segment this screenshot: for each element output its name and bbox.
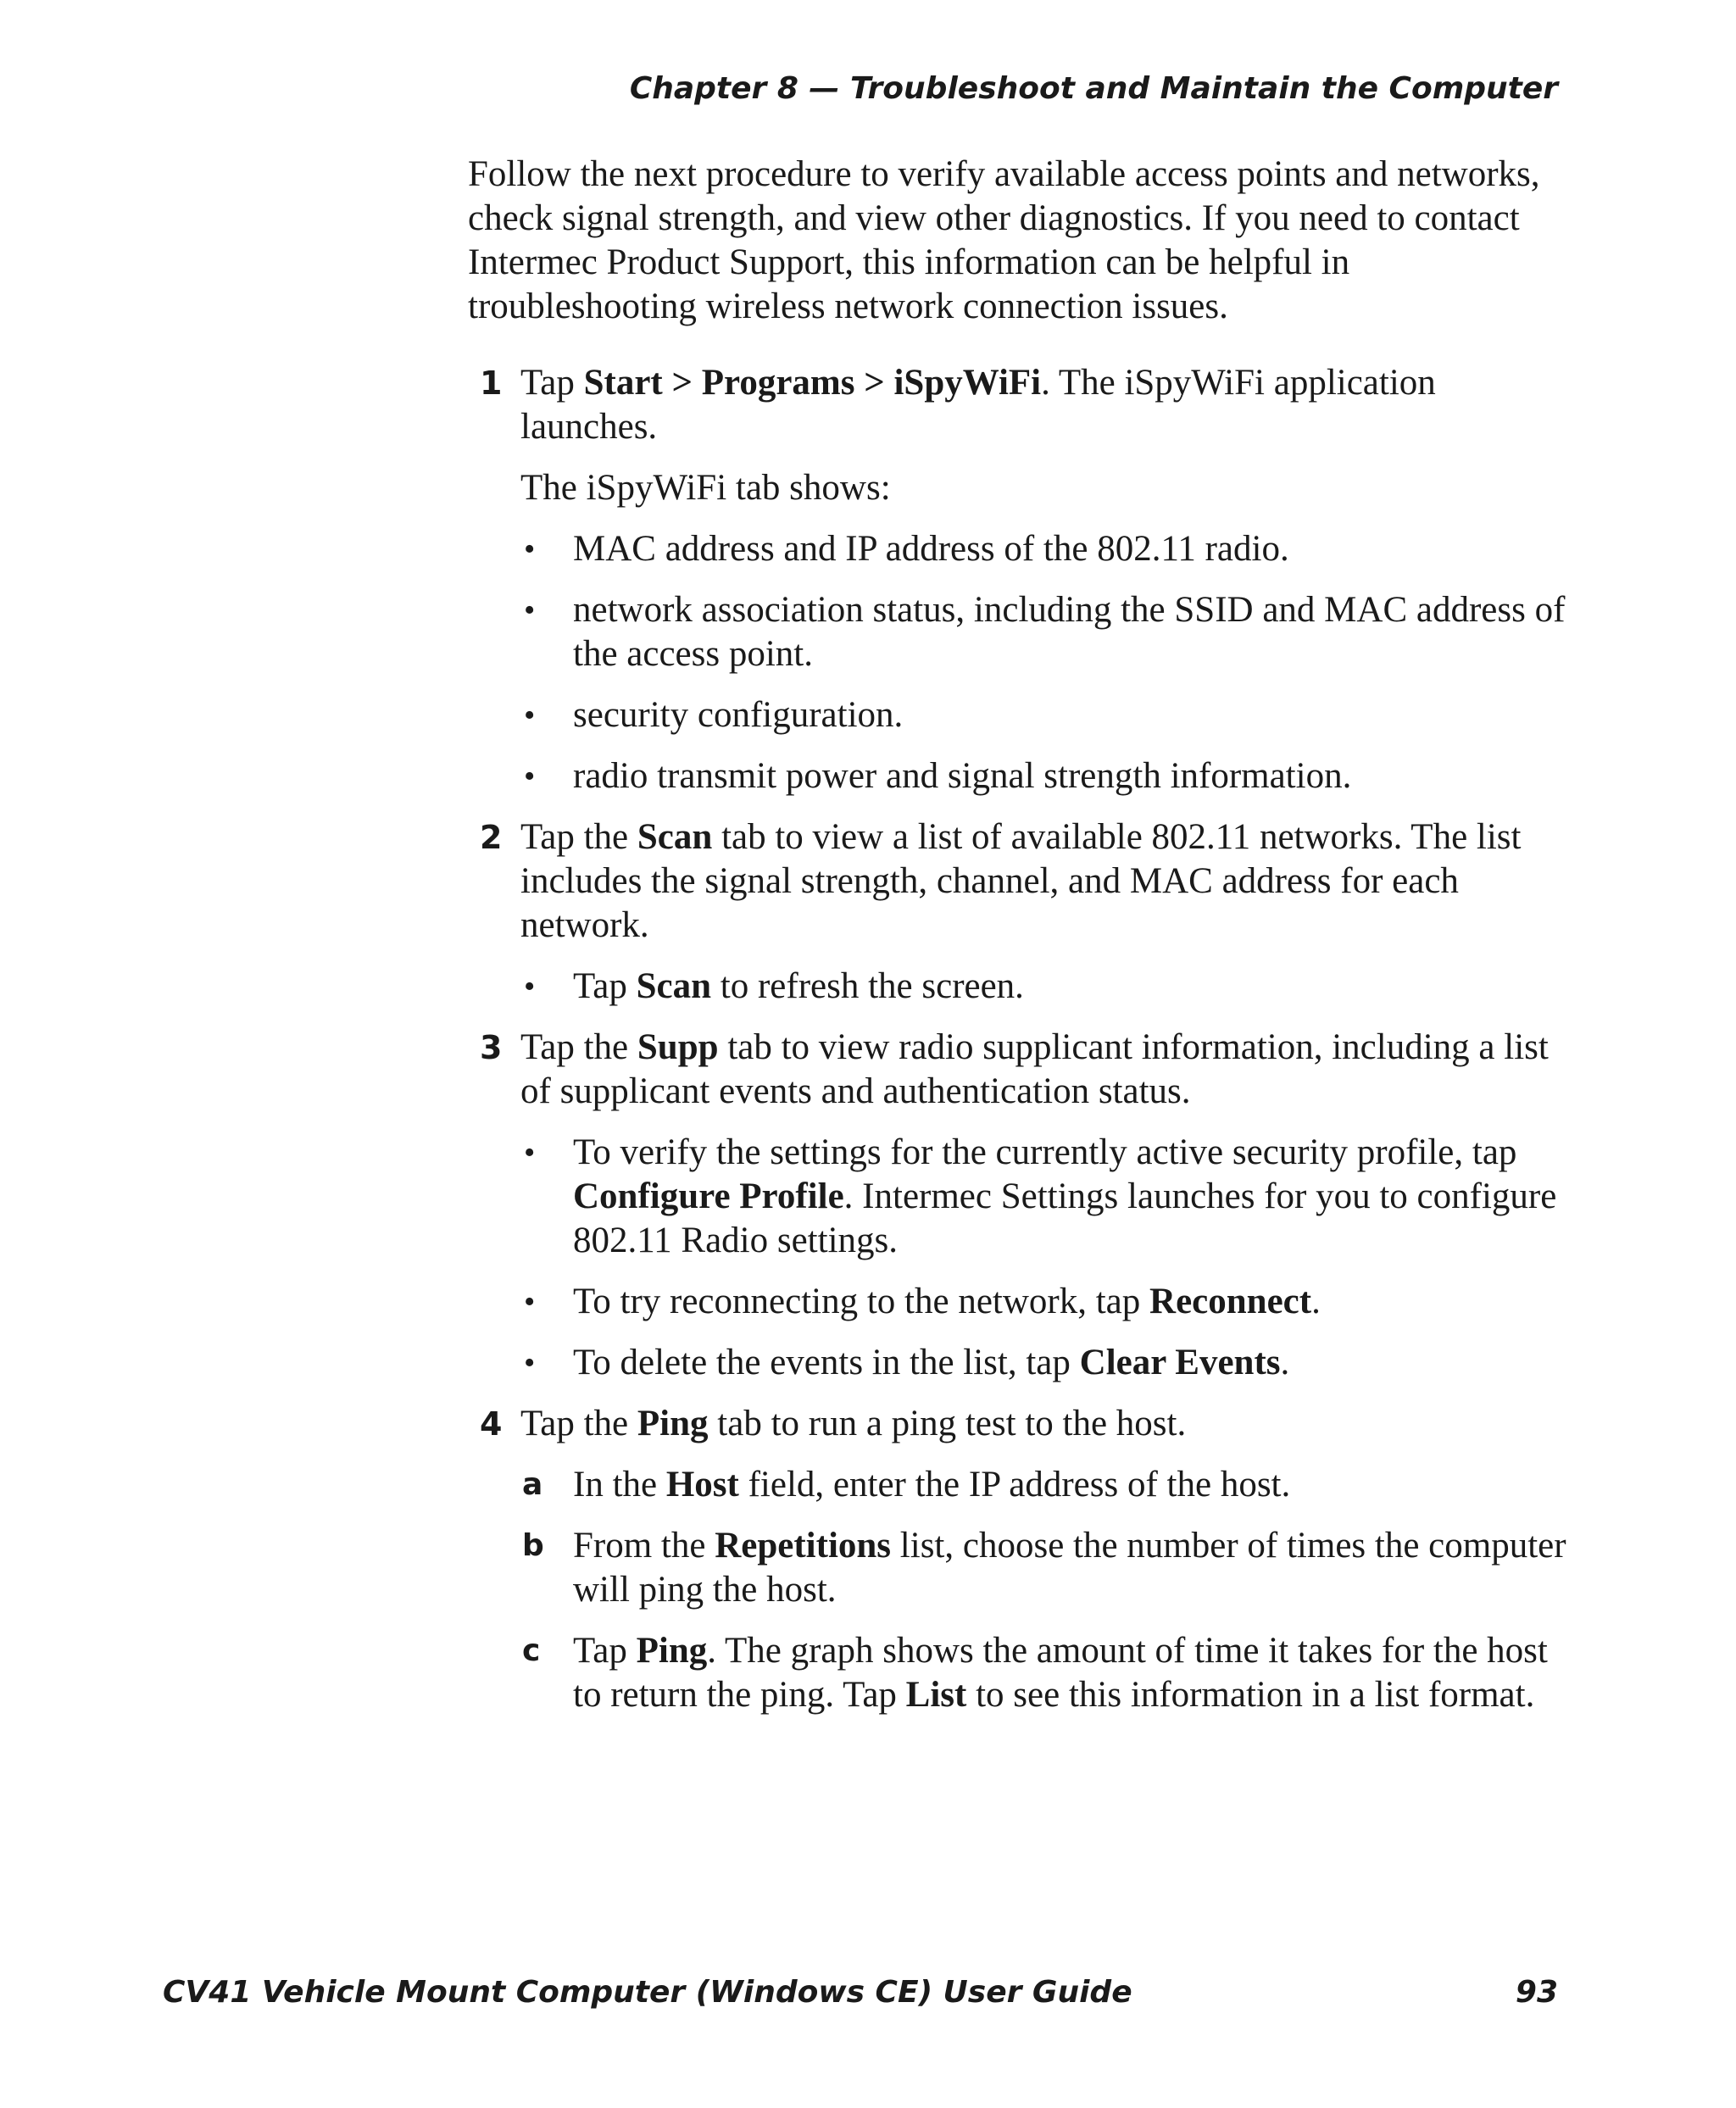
sub-step-list <box>520 1463 1570 1717</box>
bold-term: Ping <box>636 1631 708 1671</box>
list-item <box>520 1280 1570 1324</box>
step-1 <box>468 361 1570 798</box>
guide-title-footer: CV41 Vehicle Mount Computer (Windows CE) User Guide <box>163 1975 1132 2010</box>
text-segment: From the <box>573 1526 715 1566</box>
step-number: 2 <box>480 819 503 856</box>
text-segment: . <box>1311 1282 1321 1321</box>
bold-term: Scan <box>637 817 713 857</box>
list-item <box>520 527 1570 571</box>
bold-term: Host <box>665 1465 739 1505</box>
bold-term: Clear Events <box>1079 1343 1281 1382</box>
list-item-text: MAC address and IP address of the 802.11 radio. <box>573 529 1289 569</box>
bullet-icon: • <box>524 1135 536 1171</box>
text-segment: . The iSpyWiFi application launches. <box>520 363 1436 447</box>
sub-step-letter: a <box>522 1467 543 1502</box>
bullet-list <box>520 1131 1570 1385</box>
bold-term: List <box>905 1675 967 1715</box>
list-item <box>520 693 1570 737</box>
page-body <box>468 153 1570 1734</box>
text-segment: . The graph shows the amount of time it takes for the host to return the ping. Tap <box>573 1631 1548 1715</box>
text-segment: . Intermec Settings launches for you to configure 802.11 Radio settings. <box>573 1176 1557 1260</box>
bullet-icon: • <box>524 1345 536 1381</box>
text-segment: Tap <box>520 363 584 403</box>
text-segment: tab to view a list of available 802.11 networks. The list includes the signal strength, channel, and MAC address for each network. <box>520 817 1522 945</box>
text-segment: tab to run a ping test to the host. <box>708 1404 1187 1443</box>
list-item <box>520 1341 1570 1385</box>
chapter-header: Chapter 8 — Troubleshoot and Maintain the Computer <box>629 71 1558 106</box>
step-number: 3 <box>480 1029 503 1066</box>
list-item <box>520 965 1570 1009</box>
bullet-icon: • <box>524 698 536 733</box>
text-segment: In the <box>573 1465 666 1505</box>
sub-step-a <box>520 1463 1570 1507</box>
step-text <box>520 361 1570 449</box>
step-text <box>520 1026 1570 1114</box>
sub-step-letter: b <box>522 1528 544 1563</box>
bold-term: Scan <box>636 966 712 1006</box>
sub-step-letter: c <box>522 1633 541 1668</box>
step-note: The iSpyWiFi tab shows: <box>520 468 891 508</box>
list-item <box>520 754 1570 798</box>
page-number: 93 <box>1515 1975 1558 2010</box>
bold-term: Repetitions <box>715 1526 892 1566</box>
list-item-text: network association status, including the SSID and MAC address of the access point. <box>573 590 1566 674</box>
text-segment: to see this information in a list format. <box>966 1675 1535 1715</box>
list-item-text: radio transmit power and signal strength information. <box>573 756 1352 796</box>
step-number: 1 <box>480 364 503 402</box>
text-segment: Tap the <box>520 1027 637 1067</box>
list-item <box>520 1131 1570 1263</box>
bullet-icon: • <box>524 531 536 567</box>
bold-menu-path: Start > Programs > iSpyWiFi <box>583 363 1042 403</box>
step-text <box>520 815 1570 948</box>
text-segment: field, enter the IP address of the host. <box>738 1465 1291 1505</box>
step-text <box>520 1402 1570 1446</box>
text-segment: list, choose the number of times the computer will ping the host. <box>573 1526 1566 1610</box>
sub-step-c <box>520 1629 1570 1717</box>
bullet-icon: • <box>524 759 536 794</box>
step-4 <box>468 1402 1570 1717</box>
step-2 <box>468 815 1570 1009</box>
bold-term: Reconnect <box>1149 1282 1312 1321</box>
step-number: 4 <box>480 1405 503 1443</box>
text-segment: . <box>1280 1343 1290 1382</box>
intro-paragraph: Follow the next procedure to verify available access points and networks, check signal strength, and view other diagnostics. If you need to contact Intermec Product Support, this information can be helpful in troubleshooting wireless network connection issues. <box>468 154 1540 326</box>
sub-step-b <box>520 1524 1570 1612</box>
bold-term: Supp <box>637 1027 719 1067</box>
step-3 <box>468 1026 1570 1385</box>
text-segment: To try reconnecting to the network, tap <box>573 1282 1150 1321</box>
text-segment: Tap <box>573 966 637 1006</box>
list-item <box>520 588 1570 676</box>
bold-term: Ping <box>637 1404 709 1443</box>
bullet-list <box>520 965 1570 1009</box>
bold-term: Configure Profile <box>573 1176 844 1216</box>
text-segment: Tap the <box>520 817 637 857</box>
text-segment: To delete the events in the list, tap <box>573 1343 1080 1382</box>
text-segment: to refresh the screen. <box>711 966 1024 1006</box>
bullet-icon: • <box>524 1284 536 1320</box>
bullet-list <box>520 527 1570 798</box>
text-segment: Tap the <box>520 1404 637 1443</box>
text-segment: Tap <box>573 1631 637 1671</box>
bullet-icon: • <box>524 592 536 628</box>
text-segment: tab to view radio supplicant information, including a list of supplicant events and authentication status. <box>520 1027 1549 1111</box>
bullet-icon: • <box>524 969 536 1004</box>
text-segment: To verify the settings for the currently active security profile, tap <box>573 1132 1517 1172</box>
list-item-text: security configuration. <box>573 695 904 735</box>
